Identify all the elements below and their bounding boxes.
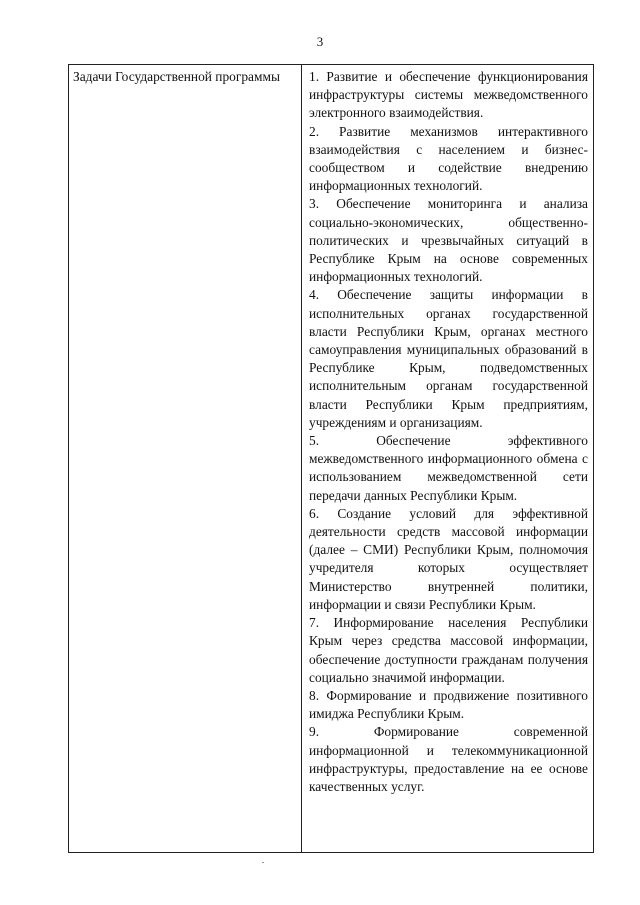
task-item-2: 2. Развитие механизмов интерактивного взаимодействия с населением и бизнес-сообществом и содействие внедрению информационных технологий. [309, 123, 588, 194]
task-item-1: 1. Развитие и обеспечение функционирования инфраструктуры системы межведомственного электронного взаимодействия. [309, 69, 588, 121]
row-label: Задачи Государственной программы [73, 69, 280, 84]
scan-artifact [262, 862, 264, 863]
task-item-9: 9. Формирование современной информационной и телекоммуникационной инфраструктуры, предоставление на ее основе качественных услуг. [309, 724, 588, 794]
task-item-3: 3. Обеспечение мониторинга и анализа социально-экономических, общественно-политических и чрезвычайных ситуаций в Республике Крым на основе современных информационных технологий. [309, 196, 588, 285]
tasks-cell [302, 65, 593, 852]
task-item-8: 8. Формирование и продвижение позитивного имиджа Республики Крым. [309, 687, 588, 722]
program-tasks-table [68, 64, 594, 853]
task-item-7: 7. Информирование населения Республики Крым через средства массовой информации, обеспечение доступности гражданам получения социально значимой информации. [309, 615, 588, 685]
task-item-5: 5. Обеспечение эффективного межведомственного информационного обмена с использованием межведомственной сети передачи данных Республики Крым. [309, 433, 588, 503]
row-label-cell [69, 65, 302, 852]
page-number: 3 [316, 34, 324, 49]
task-item-6: 6. Создание условий для эффективной деятельности средств массовой информации (далее – СМИ) Республики Крым, полномочия учредителя которых осуществляет Министерство внутренней политики, информации и связи Республики Крым. [309, 505, 588, 612]
task-item-4: 4. Обеспечение защиты информации в исполнительных органах государственной власти Республики Крым, органах местного самоуправления муниципальных образований в Республике Крым, подведомственных исполнительным органам государственной власти Республики Крым предприятиям, учреждениям и организациям. [309, 287, 588, 430]
